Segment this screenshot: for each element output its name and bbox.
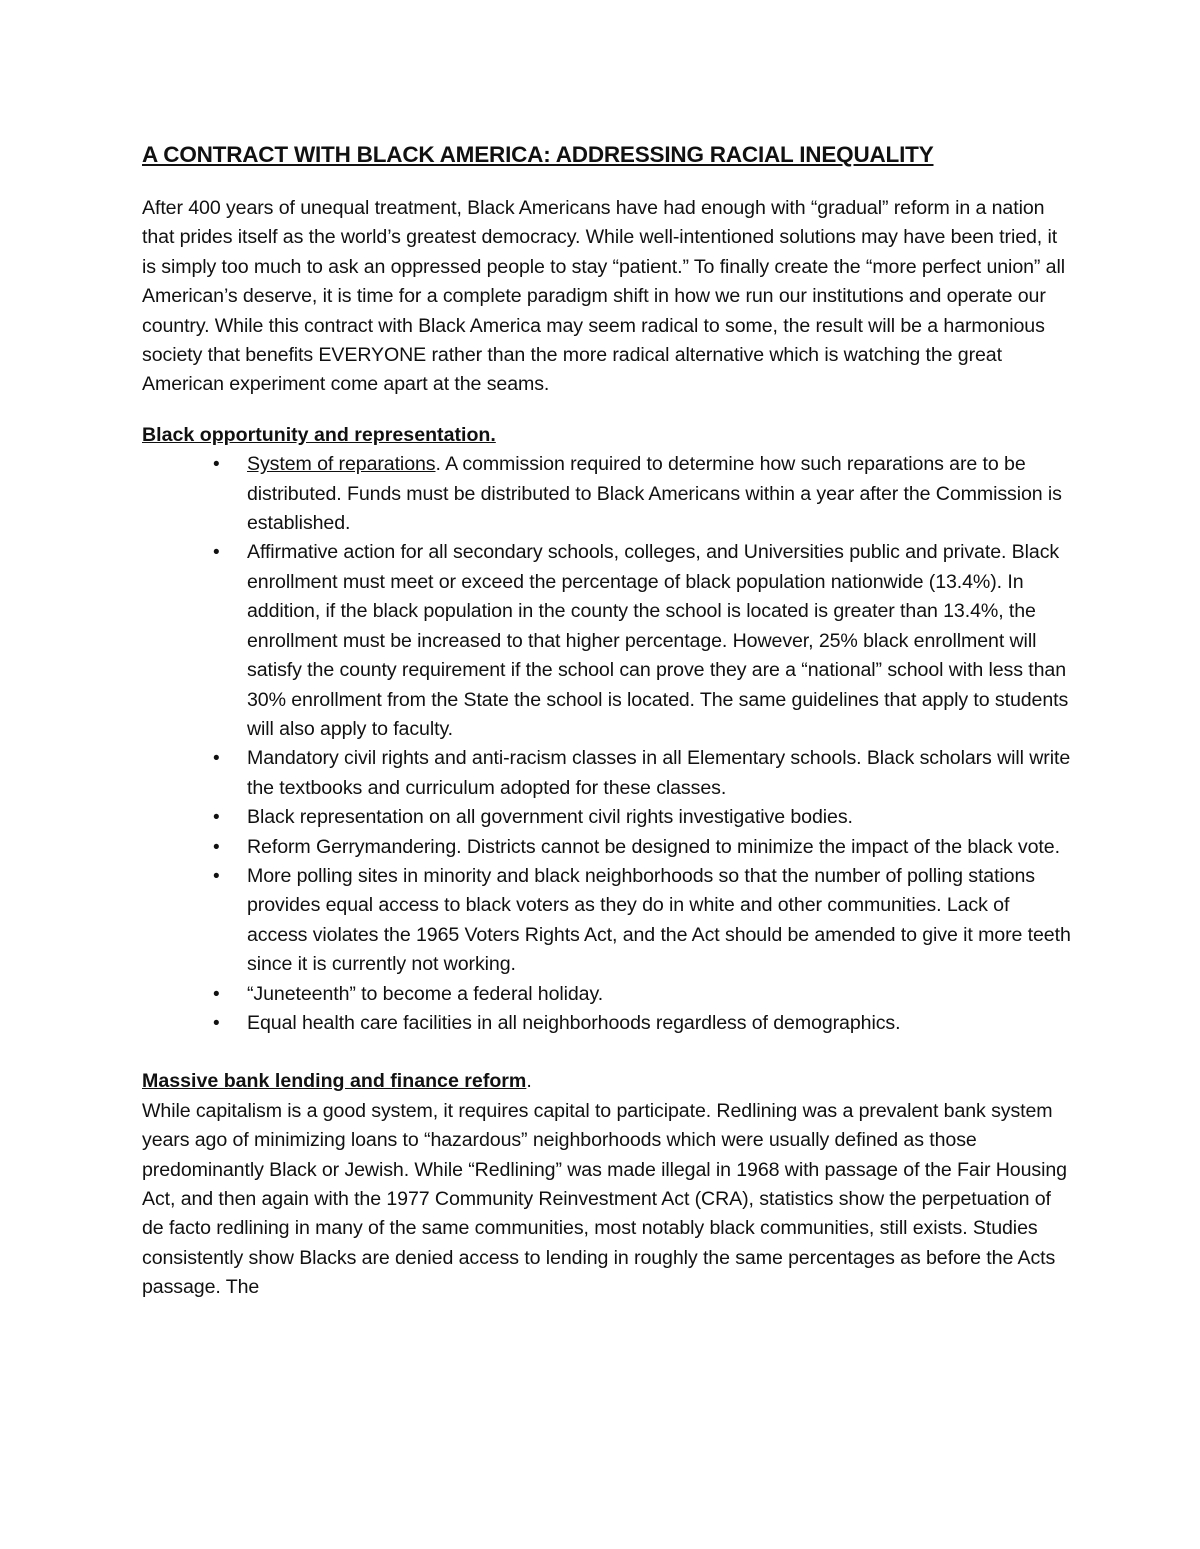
- bullet-icon: •: [213, 865, 220, 887]
- list-item: [213, 450, 1072, 538]
- section-heading-finance: [142, 1067, 1072, 1096]
- list-item: [213, 744, 1072, 803]
- list-item-text: . A commission required to determine how such reparations are to be distributed. Funds must be distributed to Black Americans within a year after the Commission is established.: [247, 453, 1062, 535]
- section-heading-opportunity: [142, 421, 1072, 450]
- list-item: [213, 538, 1072, 744]
- bullet-icon: •: [213, 836, 220, 858]
- list-item: [213, 1009, 1072, 1038]
- opportunity-list: [142, 450, 1072, 1038]
- bullet-icon: •: [213, 542, 220, 564]
- list-item-lead: System of reparations: [247, 453, 436, 476]
- list-item: [213, 833, 1072, 862]
- list-item-text: Affirmative action for all secondary schools, colleges, and Universities public and private. Black enrollment must meet or exceed the percentage of black population nationwide (13.4%). In addition, if the black population in the county the school is located is greater than 13.4%, the enrollment must be increased to that higher percentage. However, 25% black enrollment will satisfy the county requirement if the school can prove they are a “national” school with less than 30% enrollment from the State the school is located. The same guidelines that apply to students will also apply to faculty.: [247, 541, 1069, 740]
- bullet-icon: •: [213, 807, 220, 829]
- section-heading-text: Massive bank lending and finance reform: [142, 1070, 527, 1093]
- bullet-icon: •: [213, 983, 220, 1005]
- page-title: A CONTRACT WITH BLACK AMERICA: ADDRESSING RACIAL INEQUALITY: [142, 142, 934, 167]
- bullet-icon: •: [213, 454, 220, 476]
- list-item-text: Black representation on all government civil rights investigative bodies.: [247, 806, 853, 829]
- finance-paragraph: While capitalism is a good system, it requires capital to participate. Redlining was a prevalent bank system years ago of minimizing loans to “hazardous” neighborhoods which were usually defined as those predominantly Black or Jewish. While “Redlining” was made illegal in 1968 with passage of the Fair Housing Act, and then again with the 1977 Community Reinvestment Act (CRA), statistics show the perpetuation of de facto redlining in many of the same communities, most notably black communities, still exists. Studies consistently show Blacks are denied access to lending in roughly the same percentages as before the Acts passage. The: [142, 1099, 1067, 1299]
- section-heading-suffix: .: [526, 1070, 532, 1093]
- list-item-text: More polling sites in minority and black neighborhoods so that the number of polling stations provides equal access to black voters as they do in white and other communities. Lack of access violates the 1965 Voters Rights Act, and the Act should be amended to give it more teeth since it is currently not working.: [247, 864, 1071, 976]
- document-page: [142, 140, 1072, 1303]
- list-item: [213, 803, 1072, 832]
- spacer: [142, 400, 1072, 421]
- bullet-icon: •: [213, 1012, 220, 1034]
- list-item-text: “Juneteenth” to become a federal holiday.: [247, 982, 604, 1005]
- list-item-text: Mandatory civil rights and anti-racism classes in all Elementary schools. Black scholars will write the textbooks and curriculum adopted for these classes.: [247, 747, 1071, 799]
- list-item-text: Equal health care facilities in all neighborhoods regardless of demographics.: [247, 1011, 901, 1034]
- list-item-text: Reform Gerrymandering. Districts cannot be designed to minimize the impact of the black vote.: [247, 835, 1060, 858]
- list-item: [213, 980, 1072, 1009]
- bullet-icon: •: [213, 748, 220, 770]
- list-item: [213, 862, 1072, 980]
- intro-paragraph: After 400 years of unequal treatment, Black Americans have had enough with “gradual” reform in a nation that prides itself as the world’s greatest democracy. While well-intentioned solutions may have been tried, it is simply too much to ask an oppressed people to stay “patient.” To finally create the “more perfect union” all American’s deserve, it is time for a complete paradigm shift in how we run our institutions and operate our country. While this contract with Black America may seem radical to some, the result will be a harmonious society that benefits EVERYONE rather than the more radical alternative which is watching the great American experiment come apart at the seams.: [142, 197, 1065, 396]
- section-heading-text: Black opportunity and representation.: [142, 423, 496, 446]
- spacer: [142, 1038, 1072, 1067]
